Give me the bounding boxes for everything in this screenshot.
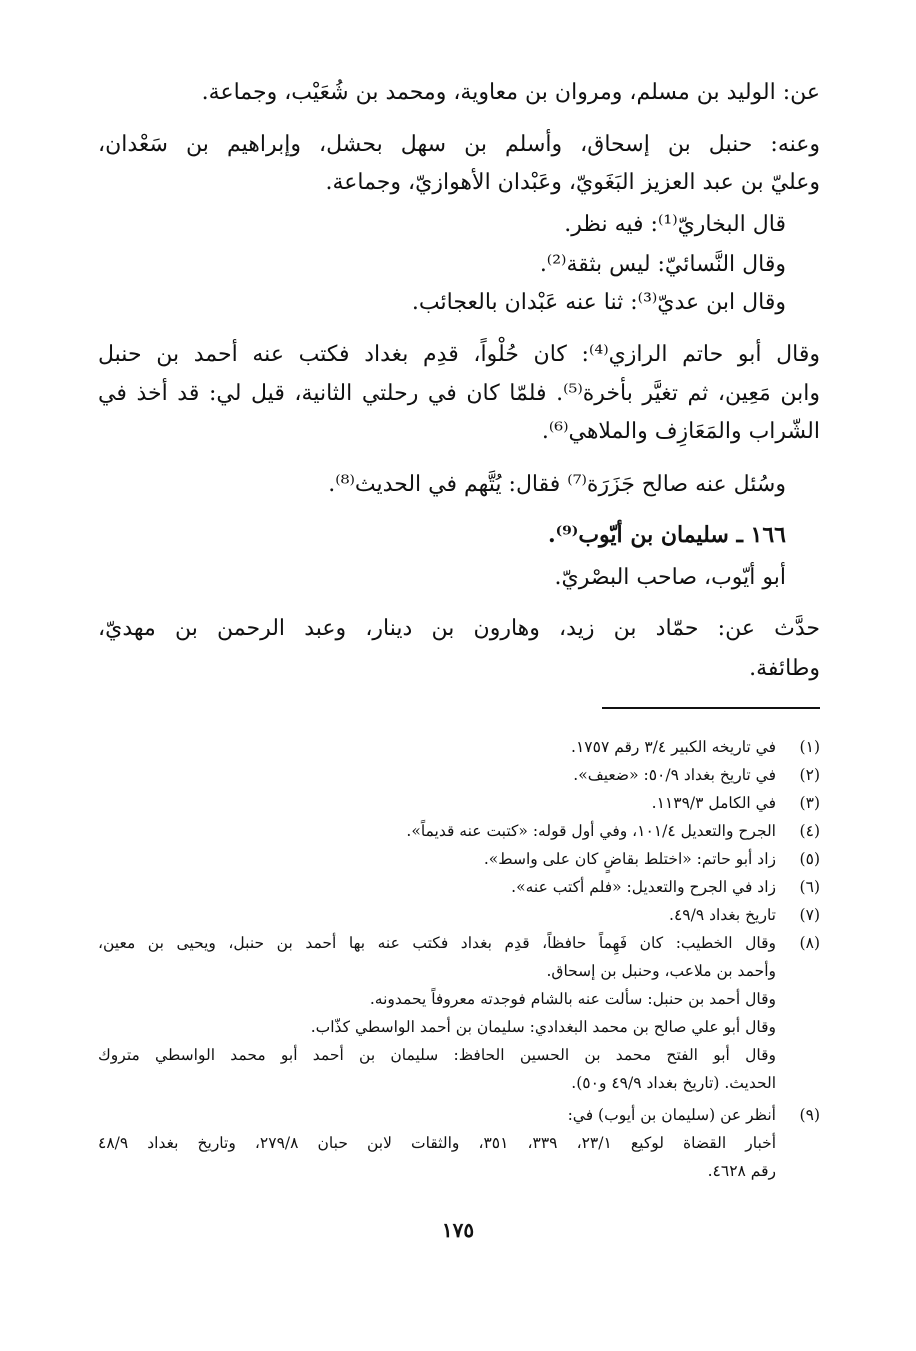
footnote-text: وقال أبو الفتح محمد بن الحسين الحافظ: سليمان بن أحمد أبو محمد الواسطي متروك [98, 1046, 776, 1064]
footnote-text: الجرح والتعديل ١٠١/٤، وفي أول قوله: «كتبت عنه قديماً». [406, 822, 776, 840]
footnote-number: (٣) [799, 794, 820, 812]
footnote-number: (٦) [799, 878, 820, 896]
footnote-text: في تاريخه الكبير ٣/٤ رقم ١٧٥٧. [571, 738, 776, 756]
footnote-number: (٤) [799, 822, 820, 840]
text-line: وابن مَعِين، ثم تغيَّر بأخرة⁽⁵⁾. فلمّا كان في رحلتي الثانية، قيل لي: قد أخذ في [98, 381, 820, 406]
text-line: قال البخاريّ⁽¹⁾: فيه نظر. [564, 212, 786, 237]
footnote-text: الحديث. (تاريخ بغداد ٤٩/٩ و٥٠). [571, 1074, 776, 1092]
footnote [669, 904, 820, 926]
text-line: وطائفة. [749, 656, 820, 681]
footnote-text: في الكامل ١١٣٩/٣. [651, 794, 776, 812]
footnote-text: أخبار القضاة لوكيع ٢٣/١، ٣٣٩، ٣٥١، والثقات لابن حبان ٢٧٩/٨، وتاريخ بغداد ٤٨/٩ [98, 1134, 777, 1152]
footnote [652, 792, 820, 814]
text-line: وعليّ بن عبد العزيز البَغَويّ، وعَبْدان الأهوازيّ، وجماعة. [325, 170, 820, 195]
footnote-number: (٢) [799, 766, 820, 784]
text-line: وسُئل عنه صالح جَزَرَة⁽⁷⁾ فقال: يُتَّهم في الحديث⁽⁸⁾. [328, 472, 786, 497]
text-line: وقال ابن عديّ⁽³⁾: ثنا عنه عَبْدان بالعجائب. [411, 290, 786, 315]
footnote-text: زاد في الجرح والتعديل: «فلم أكتب عنه». [511, 878, 776, 896]
text-line: وقال أبو حاتم الرازي⁽⁴⁾: كان حُلْواً، قدِم بغداد فكتب عنه أحمد بن حنبل [98, 342, 820, 367]
footnote-text: وقال الخطيب: كان فَهِماً حافظاً، قدِم بغداد فكتب عنه بها أحمد بن حنبل، ويحيى بن معين، [98, 934, 776, 952]
footnote-text: في تاريخ بغداد ٥٠/٩: «ضعيف». [573, 766, 776, 784]
footnote [511, 876, 820, 898]
footnote [406, 820, 820, 842]
footnote [573, 764, 820, 786]
footnote-text: أنظر عن (سليمان بن أيوب) في: [567, 1106, 776, 1124]
footnote-text: زاد أبو حاتم: «اختلط بقاضٍ كان على واسط». [483, 850, 776, 868]
footnote [571, 736, 820, 758]
footnote-number: (٧) [799, 906, 820, 924]
entry-heading: ١٦٦ ـ سليمان بن أيّوب⁽⁹⁾. [547, 522, 786, 548]
text-line: وعنه: حنبل بن إسحاق، وأسلم بن سهل بحشل، وإبراهيم بن سَعْدان، [98, 132, 820, 157]
footnote [484, 848, 820, 870]
text-line: عن: الوليد بن مسلم، ومروان بن معاوية، ومحمد بن شُعَيْب، وجماعة. [201, 80, 820, 105]
text-line: حدَّث عن: حمّاد بن زيد، وهارون بن دينار، وعبد الرحمن بن مهديّ، [98, 616, 820, 641]
text-line: الشّراب والمَعَازِف والملاهي⁽⁶⁾. [541, 419, 820, 444]
footnote-text: رقم ٤٦٢٨. [707, 1162, 776, 1180]
footnote-text: وأحمد بن ملاعب، وحنبل بن إسحاق. [546, 962, 776, 980]
footnote-number: (١) [799, 738, 820, 756]
footnote-text: تاريخ بغداد ٤٩/٩. [669, 906, 776, 924]
page-number: ١٧٥ [441, 1218, 475, 1242]
footnote-text: وقال أبو علي صالح بن محمد البغدادي: سليمان بن أحمد الواسطي كذّاب. [310, 1018, 776, 1036]
text-line: أبو أيّوب، صاحب البصْريّ. [554, 565, 786, 590]
footnote-number: (٨) [799, 934, 820, 952]
footnote-text: وقال أحمد بن حنبل: سألت عنه بالشام فوجدته معروفاً يحمدونه. [369, 990, 776, 1008]
text-line: وقال النَّسائيّ: ليس بثقة⁽²⁾. [539, 252, 786, 277]
footnote-number: (٥) [799, 850, 820, 868]
footnote-separator [602, 707, 820, 709]
footnote-number: (٩) [799, 1106, 820, 1124]
